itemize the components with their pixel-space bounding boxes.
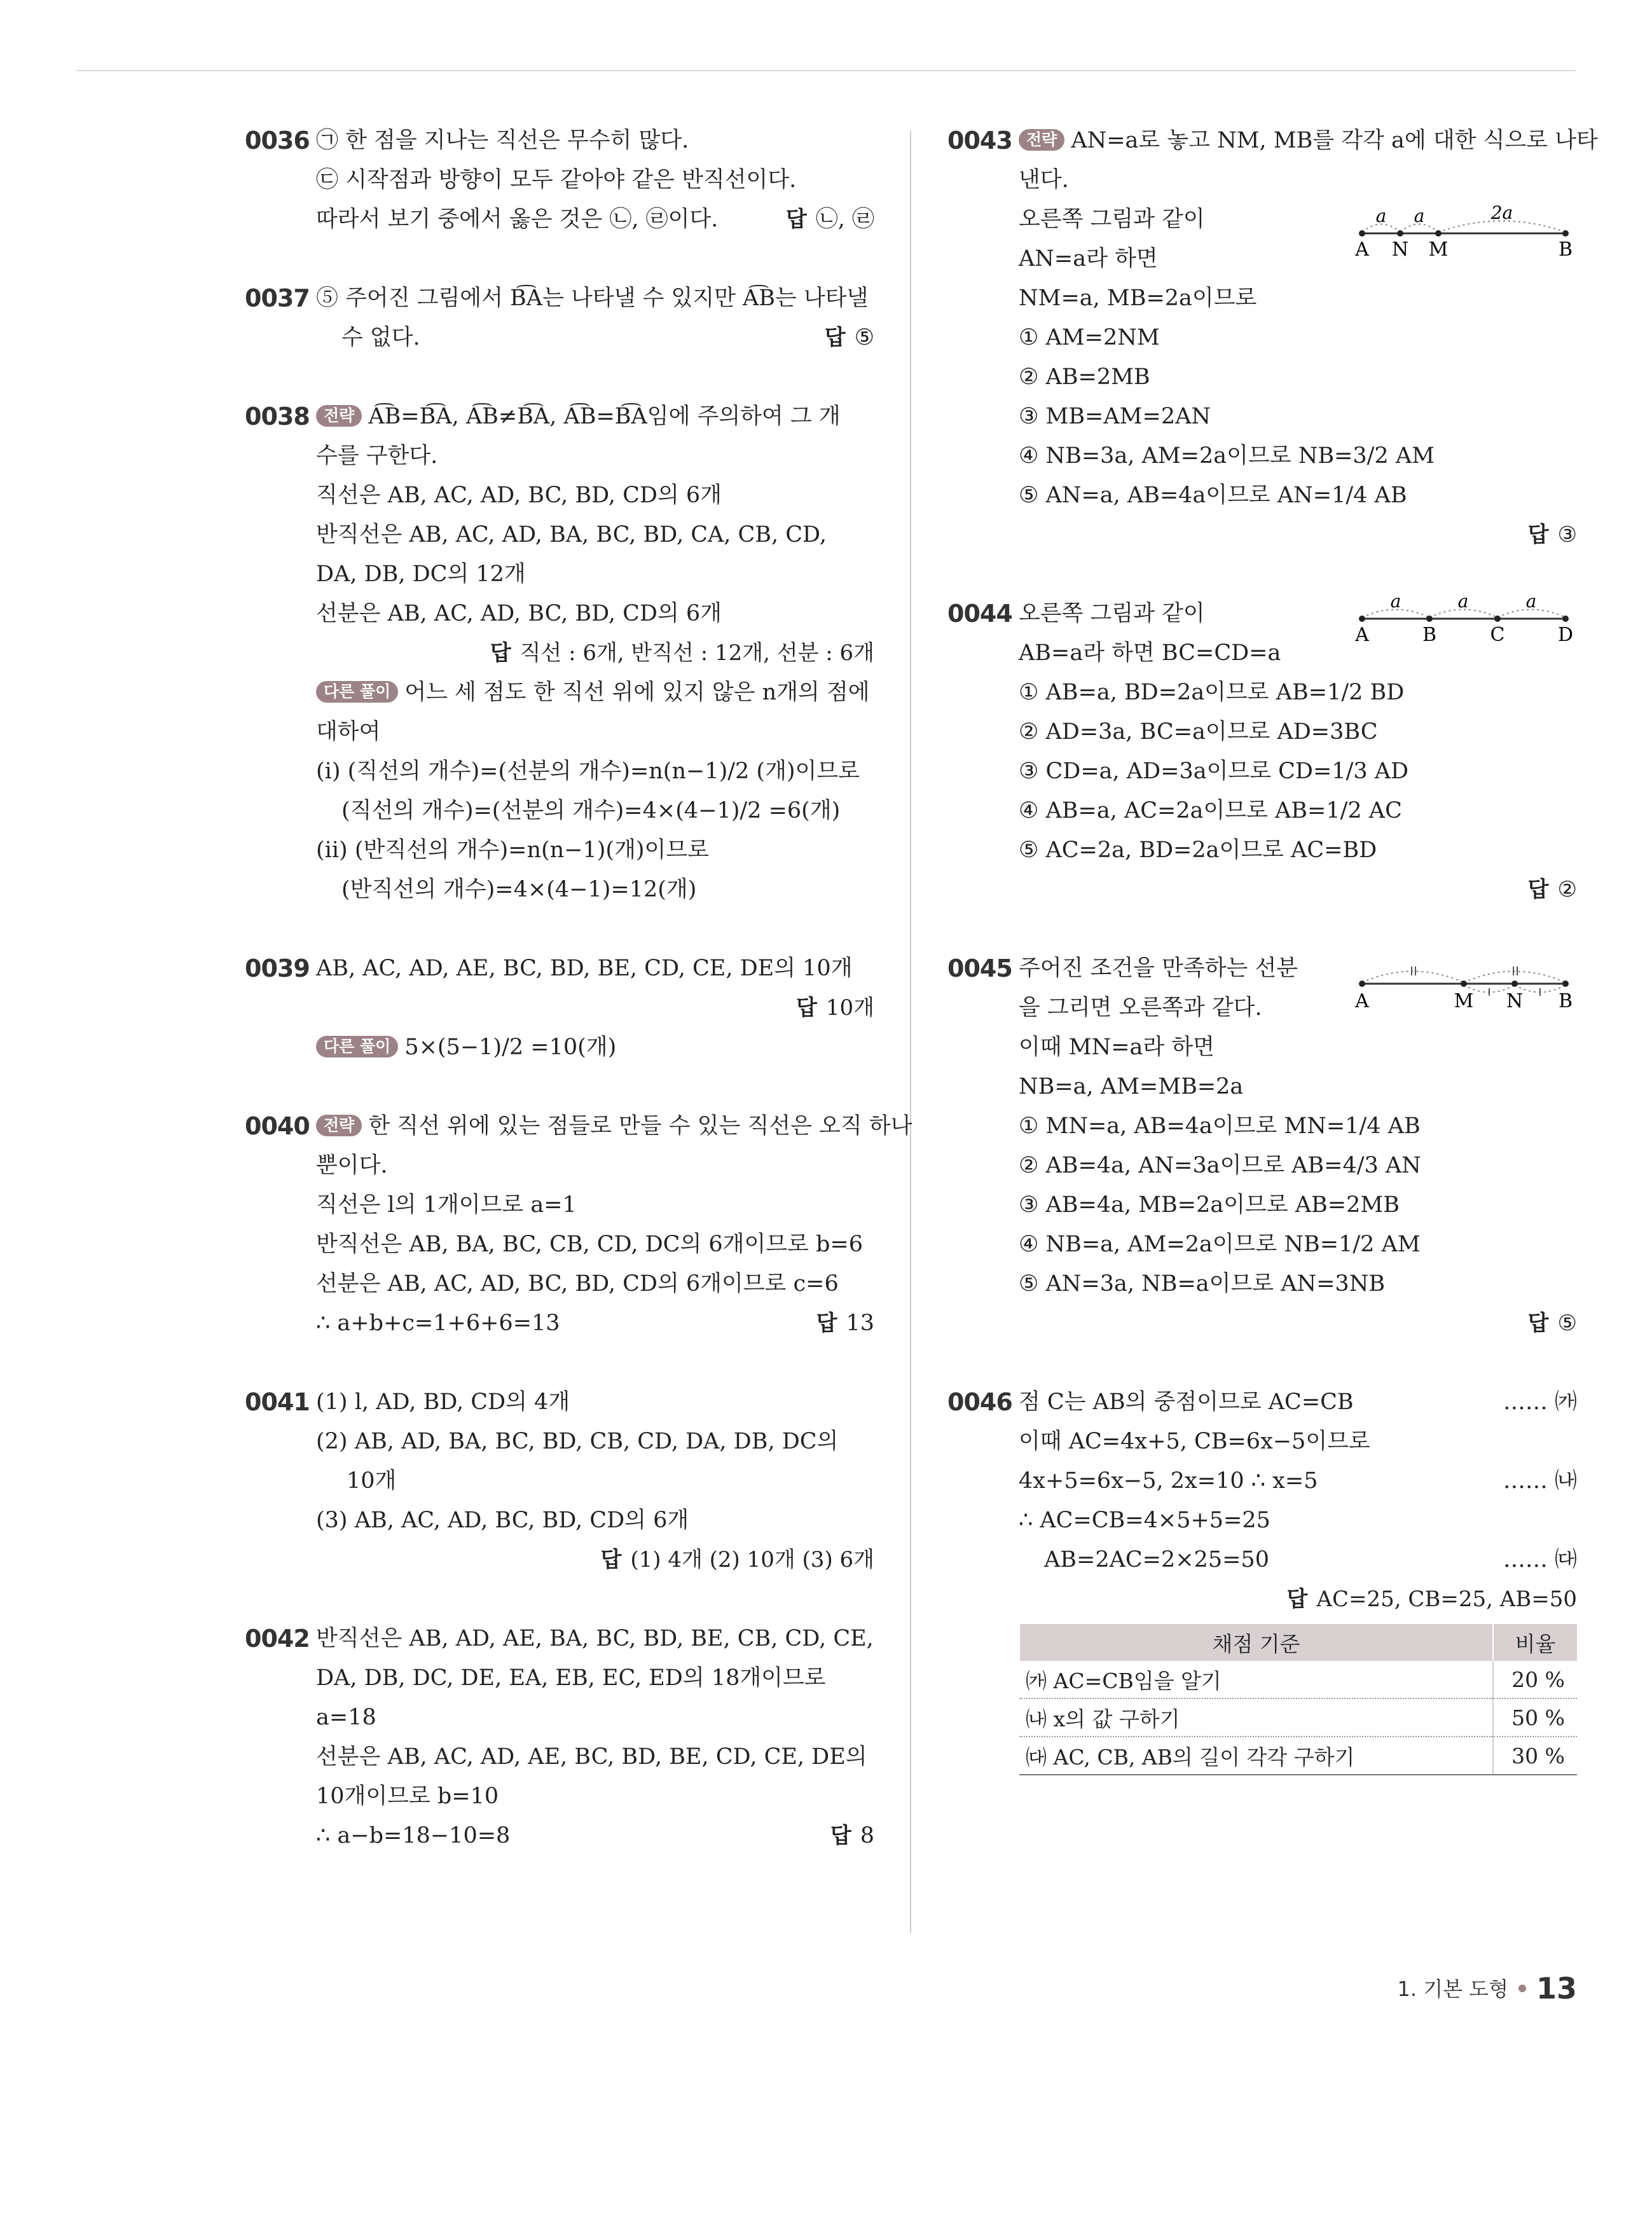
table-row [1019, 1737, 1577, 1775]
strategy-text: 한 직선 위에 있는 점들로 만들 수 있는 직선은 오직 하나 [368, 1113, 912, 1139]
answer-label: 답 [1527, 1311, 1549, 1336]
arc-label: 2a [1490, 205, 1513, 223]
answer-value: ⑤ [1557, 1311, 1577, 1336]
segment-figure-0045 [1349, 949, 1578, 1012]
point-label: N [1391, 238, 1409, 261]
table-row [1019, 1698, 1577, 1737]
solution-line: 직선은 l의 1개이므로 a=1 [316, 1192, 577, 1218]
table-cell: 20 % [1493, 1661, 1577, 1698]
point-label: D [1557, 624, 1574, 646]
solution-line: 선분은 AB, AC, AD, BC, BD, CD의 6개 [316, 601, 722, 626]
solution-line: ㉢ 시작점과 방향이 모두 같아야 같은 반직선이다. [316, 167, 797, 193]
answer-label: 답 [816, 1311, 837, 1336]
point-label: A [1355, 624, 1369, 646]
solution-line: 수 없다. [341, 325, 420, 350]
table-row [1019, 1661, 1577, 1698]
problem-number: 0043 [947, 127, 1012, 155]
page-footer [1397, 1971, 1577, 2006]
answer-label: 답 [785, 207, 807, 232]
solution-line: ② AB=2MB [1019, 364, 1150, 390]
solution-line: ∴ a+b+c=1+6+6=13 [316, 1311, 560, 1336]
solution-line: ③ MB=AM=2AN [1019, 404, 1211, 429]
solution-line: 낸다. [1019, 167, 1069, 193]
alt-solution-text: 5×(5−1)/2 =10(개) [404, 1035, 617, 1060]
alt-solution-line: (ⅱ) (반직선의 개수)=n(n−1)(개)이므로 [316, 837, 709, 863]
answer-label: 답 [824, 325, 846, 350]
solution-line: ④ NB=a, AM=2a이므로 NB=1/2 AM [1019, 1232, 1421, 1257]
solution-line: (3) AB, AC, AD, BC, BD, CD의 6개 [316, 1508, 689, 1533]
problem-0038 [245, 397, 874, 909]
solution-line: ④ AB=a, AC=2a이므로 AB=1/2 AC [1019, 798, 1402, 823]
segment-figure-0043 [1349, 205, 1578, 262]
problem-number: 0046 [947, 1388, 1012, 1416]
step-mark: …… ㈎ [1503, 1389, 1577, 1415]
step-mark: …… ㈏ [1503, 1468, 1577, 1494]
grading-table [1019, 1624, 1577, 1775]
answer-value: ② [1557, 877, 1577, 902]
solution-line: 주어진 조건을 만족하는 선분 [1019, 956, 1298, 981]
answer-label: 답 [1527, 522, 1549, 547]
arc-label: a [1457, 591, 1469, 612]
alt-solution-line: (ⅰ) (직선의 개수)=(선분의 개수)=n(n−1)/2 (개)이므로 [316, 759, 860, 784]
point-label: B [1422, 624, 1437, 646]
solution-line: ① MN=a, AB=4a이므로 MN=1/4 AB [1019, 1113, 1421, 1139]
table-header: 채점 기준 [1019, 1624, 1493, 1661]
solution-line: ③ AB=4a, MB=2a이므로 AB=2MB [1019, 1192, 1400, 1218]
arc-label: a [1390, 591, 1401, 612]
answer-value: 8 [860, 1823, 874, 1848]
solution-line: AN=a라 하면 [1019, 246, 1158, 272]
point-label: M [1428, 238, 1449, 261]
solution-line: 선분은 AB, AC, AD, AE, BC, BD, BE, CD, CE, DE의 [316, 1744, 867, 1770]
strategy-badge: 전략 [1019, 129, 1064, 151]
strategy-text: A͡B=B͡A, A͡B≠B͡A, A͡B=B͡A임에 주의하여 그 개 [368, 404, 841, 429]
solution-line: AB, AC, AD, AE, BC, BD, BE, CD, CE, DE의 10개 [316, 956, 853, 981]
solution-line: 뿐이다. [316, 1153, 388, 1178]
table-cell: 30 % [1493, 1737, 1577, 1775]
solution-line: 오른쪽 그림과 같이 [1019, 601, 1205, 626]
solution-line: 선분은 AB, AC, AD, BC, BD, CD의 6개이므로 c=6 [316, 1271, 839, 1297]
solution-line: DA, DB, DC, DE, EA, EB, EC, ED의 18개이므로 [316, 1665, 826, 1691]
strategy-badge: 전략 [316, 1115, 362, 1136]
answer-value: 10개 [825, 995, 874, 1021]
strategy-text: AN=a로 놓고 NM, MB를 각각 a에 대한 식으로 나타 [1071, 128, 1598, 153]
point-label: C [1490, 624, 1505, 646]
problem-number: 0036 [245, 127, 310, 155]
answer-label: 답 [796, 995, 817, 1021]
arc-label: a [1414, 205, 1425, 226]
point-label: B [1558, 990, 1573, 1012]
page-number: 13 [1536, 1971, 1577, 2006]
answer-label: 답 [600, 1547, 622, 1573]
table-header: 비율 [1493, 1624, 1577, 1661]
solution-line: ∴ AC=CB=4×5+5=25 [1019, 1508, 1270, 1533]
answer-label: 답 [1286, 1586, 1308, 1612]
solution-line: ∴ a−b=18−10=8 [316, 1823, 511, 1848]
point-label: N [1506, 990, 1524, 1012]
problem-number: 0038 [245, 403, 310, 430]
answer-value: AC=25, CB=25, AB=50 [1316, 1586, 1577, 1612]
point-label: B [1558, 238, 1573, 261]
alt-solution-text: 어느 세 점도 한 직선 위에 있지 않은 n개의 점에 [404, 680, 870, 705]
answer-value: ③ [1557, 522, 1577, 547]
problem-number: 0037 [245, 284, 310, 312]
solution-line: ③ CD=a, AD=3a이므로 CD=1/3 AD [1019, 759, 1409, 784]
problem-0037 [245, 279, 874, 357]
solution-line: ① AM=2NM [1019, 325, 1160, 350]
strategy-badge: 전략 [316, 405, 362, 427]
answer-label: 답 [830, 1823, 851, 1848]
alt-solution-line: (반직선의 개수)=4×(4−1)=12(개) [341, 877, 697, 902]
problem-0046 [947, 1382, 1577, 1775]
problem-number: 0040 [245, 1112, 310, 1140]
solution-line: ② AB=4a, AN=3a이므로 AB=4/3 AN [1019, 1153, 1421, 1178]
solution-line: ⑤ AC=2a, BD=2a이므로 AC=BD [1019, 837, 1377, 863]
arc-label: a [1375, 205, 1387, 226]
column-divider [910, 130, 911, 1933]
problem-number: 0044 [947, 600, 1012, 628]
solution-line: ⑤ 주어진 그림에서 B͡A는 나타낼 수 있지만 A͡B는 나타낼 [316, 286, 869, 311]
problem-0041 [245, 1382, 874, 1580]
segment-figure-0044 [1349, 590, 1578, 647]
solution-line: 10개 [347, 1468, 397, 1494]
arc-label: a [1525, 591, 1537, 612]
solution-line: 을 그리면 오른쪽과 같다. [1019, 995, 1262, 1021]
point-label: A [1355, 990, 1369, 1012]
problem-0043 [947, 121, 1598, 554]
problem-0044 [947, 591, 1577, 909]
solution-line: 따라서 보기 중에서 옳은 것은 ㉡, ㉣이다. [316, 207, 719, 232]
answer-label: 답 [490, 640, 511, 666]
solution-line: 반직선은 AB, AD, AE, BA, BC, BD, BE, CB, CD, CE, [316, 1626, 874, 1651]
left-column [245, 121, 912, 1895]
solution-line: ⑤ AN=3a, NB=a이므로 AN=3NB [1019, 1271, 1386, 1297]
problem-number: 0042 [245, 1625, 310, 1653]
alt-solution-badge: 다른 풀이 [316, 681, 398, 703]
solution-line: 반직선은 AB, AC, AD, BA, BC, BD, CA, CB, CD, [316, 522, 827, 547]
problem-0045 [947, 949, 1577, 1343]
answer-value: ㉡, ㉣ [815, 207, 874, 232]
solution-line: ⑤ AN=a, AB=4a이므로 AN=1/4 AB [1019, 483, 1407, 508]
solution-line: ㉠ 한 점을 지나는 직선은 무수히 많다. [316, 128, 689, 153]
problem-number: 0041 [245, 1388, 310, 1416]
solution-line: AB=2AC=2×25=50 [1044, 1547, 1269, 1573]
point-label: M [1454, 990, 1474, 1012]
problem-number: 0045 [947, 954, 1012, 982]
step-mark: …… ㈐ [1503, 1547, 1577, 1573]
table-cell: 50 % [1493, 1698, 1577, 1737]
solution-line: NB=a, AM=MB=2a [1019, 1074, 1244, 1099]
solution-line: 오른쪽 그림과 같이 [1019, 207, 1205, 232]
solution-line: 4x+5=6x−5, 2x=10 ∴ x=5 [1019, 1468, 1318, 1494]
solution-line: 반직선은 AB, BA, BC, CB, CD, DC의 6개이므로 b=6 [316, 1232, 864, 1257]
solution-line: 10개이므로 b=10 [316, 1784, 499, 1809]
solution-line: a=18 [316, 1705, 376, 1730]
alt-solution-badge: 다른 풀이 [316, 1036, 398, 1057]
table-cell: ㈏ x의 값 구하기 [1019, 1698, 1493, 1737]
top-rule [76, 70, 1576, 71]
problem-0040 [245, 1106, 912, 1343]
answer-value: ⑤ [854, 325, 874, 350]
bullet-dot-icon [1518, 1985, 1526, 1992]
problem-0039 [245, 949, 874, 1067]
problem-0042 [245, 1619, 874, 1855]
solution-line: 직선은 AB, AC, AD, BC, BD, CD의 6개 [316, 483, 722, 508]
solution-line: AB=a라 하면 BC=CD=a [1019, 640, 1281, 666]
problem-number: 0039 [245, 954, 310, 982]
answer-value: 13 [846, 1311, 874, 1336]
answer-value: 직선 : 6개, 반직선 : 12개, 선분 : 6개 [520, 640, 874, 666]
solution-line: DA, DB, DC의 12개 [316, 561, 526, 587]
right-column [947, 121, 1598, 1815]
chapter-title: 1. 기본 도형 [1397, 1977, 1508, 2001]
solution-line: NM=a, MB=2a이므로 [1019, 286, 1257, 311]
table-cell: ㈐ AC, CB, AB의 길이 각각 구하기 [1019, 1737, 1493, 1775]
solution-line: 이때 MN=a라 하면 [1019, 1035, 1215, 1060]
table-cell: ㈎ AC=CB임을 알기 [1019, 1661, 1493, 1698]
point-label: A [1355, 238, 1369, 261]
answer-value: (1) 4개 (2) 10개 (3) 6개 [630, 1547, 874, 1573]
solution-line: 이때 AC=4x+5, CB=6x−5이므로 [1019, 1429, 1370, 1454]
solution-line: 수를 구한다. [316, 443, 438, 469]
solution-line: (2) AB, AD, BA, BC, BD, CB, CD, DA, DB, DC의 [316, 1429, 839, 1454]
solution-line: 점 C는 AB의 중점이므로 AC=CB [1019, 1389, 1354, 1415]
problem-0036 [245, 121, 874, 239]
answer-label: 답 [1527, 877, 1549, 902]
alt-solution-line: 대하여 [316, 719, 381, 745]
solution-line: ① AB=a, BD=2a이므로 AB=1/2 BD [1019, 680, 1405, 705]
alt-solution-line: (직선의 개수)=(선분의 개수)=4×(4−1)/2 =6(개) [341, 798, 841, 823]
solution-line: ④ NB=3a, AM=2a이므로 NB=3/2 AM [1019, 443, 1435, 469]
solution-line: ② AD=3a, BC=a이므로 AD=3BC [1019, 719, 1378, 745]
solution-line: (1) l, AD, BD, CD의 4개 [316, 1389, 570, 1415]
